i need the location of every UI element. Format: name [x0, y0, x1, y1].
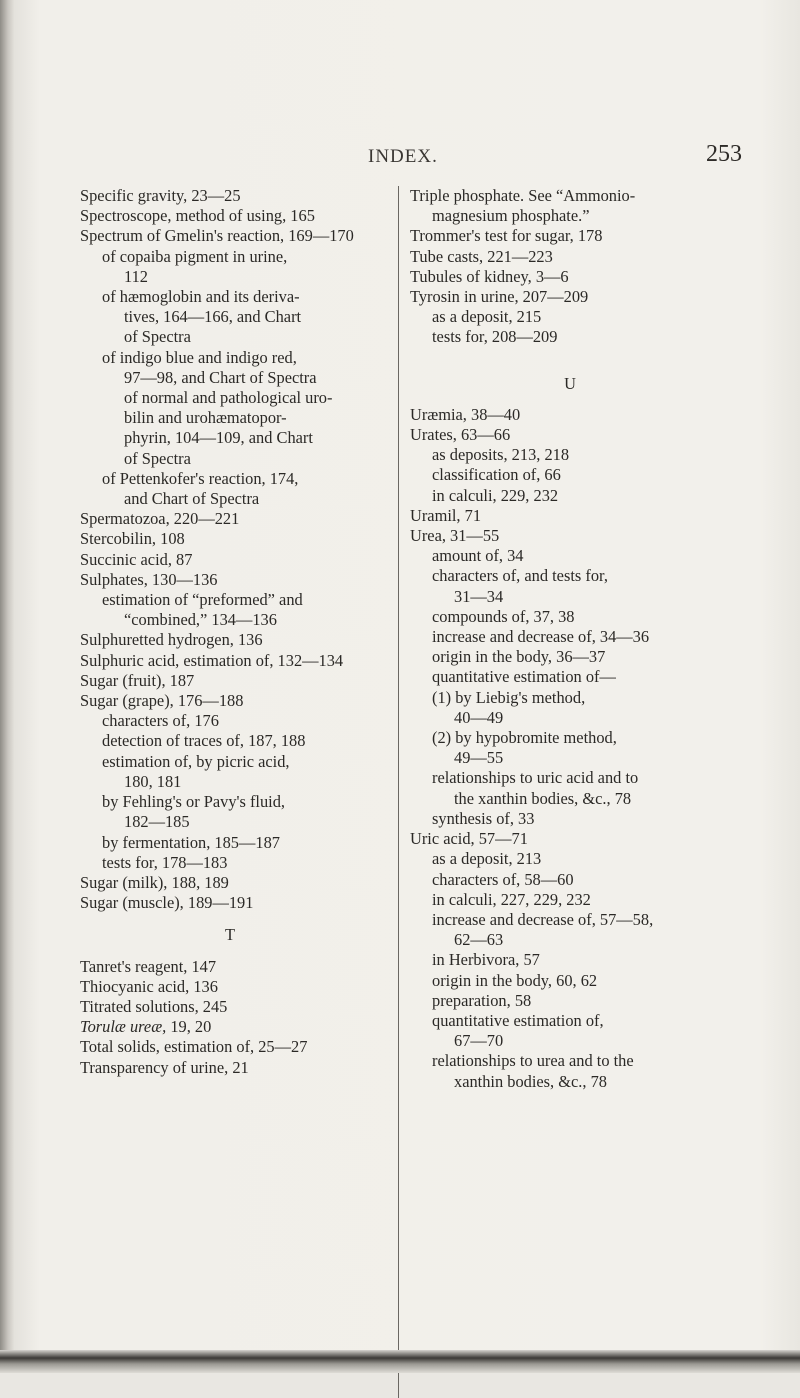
- index-entry: [80, 206, 380, 226]
- index-entry: [80, 509, 380, 529]
- index-group-s: [80, 186, 380, 913]
- column-divider: [398, 186, 399, 1398]
- index-entry: [80, 731, 380, 751]
- index-entry: [410, 425, 730, 445]
- index-entry: [80, 529, 380, 549]
- index-group-u: [410, 405, 730, 1092]
- index-entry: [410, 607, 730, 627]
- index-entry-line: origin in the body, 36—37: [432, 647, 606, 667]
- index-entry-line: of indigo blue and indigo red,: [102, 347, 297, 367]
- index-entry: [80, 671, 380, 691]
- index-entry-line: Sugar (grape), 176—188: [80, 691, 244, 711]
- index-entry-line: synthesis of, 33: [432, 808, 535, 828]
- index-entry-continuation: 49—55: [454, 748, 504, 768]
- index-entry: [80, 550, 380, 570]
- index-entry: [410, 647, 730, 667]
- index-entry-continuation: of Spectra: [124, 448, 191, 468]
- index-entry-line: Sugar (fruit), 187: [80, 670, 195, 690]
- index-entry-line: relationships to uric acid and to: [432, 768, 639, 788]
- index-entry: [80, 1058, 380, 1078]
- index-entry-line: Tubules of kidney, 3—6: [410, 266, 569, 286]
- index-entry-continuation: 67—70: [454, 1031, 504, 1051]
- index-group-t: [80, 957, 380, 1078]
- index-entry: [410, 445, 730, 465]
- index-entry-continuation: 31—34: [454, 586, 504, 606]
- index-entry: [80, 873, 380, 893]
- index-entry-continuation: “combined,” 134—136: [124, 610, 277, 630]
- index-entry: [80, 691, 380, 711]
- index-entry-line: (2) by hypobromite method,: [432, 728, 617, 748]
- index-entry: [410, 566, 730, 606]
- index-entry-line: estimation of, by picric acid,: [102, 751, 290, 771]
- index-entry-line: characters of, and tests for,: [432, 566, 608, 586]
- index-entry: [410, 809, 730, 829]
- index-entry: [410, 870, 730, 890]
- index-entry: [410, 186, 730, 226]
- index-entry-line: Uræmia, 38—40: [410, 404, 521, 424]
- index-entry-line: tests for, 208—209: [432, 327, 558, 347]
- index-entry-line: increase and decrease of, 57—58,: [432, 909, 654, 929]
- index-entry-line: of hæmoglobin and its deriva-: [102, 287, 300, 307]
- index-entry: [80, 651, 380, 671]
- section-letter-u: U: [564, 373, 576, 393]
- index-entry-continuation: 112: [124, 266, 148, 286]
- index-entry-line: of Pettenkofer's reaction, 174,: [102, 468, 299, 488]
- index-entry: [80, 853, 380, 873]
- index-entry: [80, 570, 380, 590]
- index-entry-line: relationships to urea and to the: [432, 1051, 634, 1071]
- index-entry: [80, 469, 380, 509]
- index-entry-line: Stercobilin, 108: [80, 529, 185, 549]
- index-entry-continuation: xanthin bodies, &c., 78: [454, 1071, 607, 1091]
- index-entry-line: by fermentation, 185—187: [102, 832, 280, 852]
- index-entry-line: characters of, 58—60: [432, 869, 574, 889]
- index-entry-line: Urates, 63—66: [410, 425, 511, 445]
- index-entry: [410, 910, 730, 950]
- index-entry: [410, 991, 730, 1011]
- index-entry: [410, 506, 730, 526]
- index-entry-line: Transparency of urine, 21: [80, 1057, 249, 1077]
- index-entry: [410, 465, 730, 485]
- index-entry: [410, 287, 730, 307]
- scan-edge-band: [0, 1350, 800, 1373]
- index-column-left: [80, 186, 380, 1078]
- index-entry: [80, 348, 380, 469]
- index-entry-line: Trommer's test for sugar, 178: [410, 226, 603, 246]
- index-entry: [410, 226, 730, 246]
- index-entry-line: Triple phosphate. See “Ammonio-: [410, 186, 636, 205]
- index-entry: [410, 486, 730, 506]
- index-entry-line: Sulphuric acid, estimation of, 132—134: [80, 650, 344, 670]
- index-entry-line: Sugar (milk), 188, 189: [80, 872, 229, 892]
- index-entry-continuation: tives, 164—166, and Chart: [124, 307, 302, 327]
- index-entry-line: increase and decrease of, 34—36: [432, 627, 650, 647]
- index-entry-line: preparation, 58: [432, 990, 532, 1010]
- index-entry: [80, 590, 380, 630]
- book-spine-shadow: [0, 0, 14, 1373]
- index-entry-line: Total solids, estimation of, 25—27: [80, 1037, 308, 1057]
- index-entry-line: Sulphates, 130—136: [80, 569, 218, 589]
- index-entry: [80, 977, 380, 997]
- index-entry-line: tests for, 178—183: [102, 852, 228, 872]
- index-entry: [80, 792, 380, 832]
- index-entry-line: as a deposit, 213: [432, 849, 542, 869]
- index-entry-line: Spectrum of Gmelin's reaction, 169—170: [80, 226, 354, 246]
- index-entry: [80, 226, 380, 246]
- index-entry-line: of copaiba pigment in urine,: [102, 246, 288, 266]
- index-entry-line: detection of traces of, 187, 188: [102, 731, 306, 751]
- index-entry-line: Sugar (muscle), 189—191: [80, 893, 254, 913]
- index-group-t-continued: [410, 186, 730, 348]
- index-entry-continuation: bilin and urohæmatopor-: [124, 408, 287, 428]
- index-entry-continuation: the xanthin bodies, &c., 78: [454, 788, 632, 808]
- index-entry-continuation: magnesium phosphate.”: [432, 206, 590, 226]
- index-entry: [410, 267, 730, 287]
- index-entry-line: origin in the body, 60, 62: [432, 970, 598, 990]
- index-entry: [410, 1011, 730, 1051]
- index-entry: [410, 307, 730, 327]
- index-entry: [410, 526, 730, 546]
- index-entry-continuation: and Chart of Spectra: [124, 489, 260, 509]
- index-entry-line: Thiocyanic acid, 136: [80, 976, 218, 996]
- index-entry: [80, 752, 380, 792]
- index-entry: [410, 950, 730, 970]
- index-entry-continuation: phyrin, 104—109, and Chart: [124, 428, 313, 448]
- index-entry-line: as a deposit, 215: [432, 307, 542, 327]
- index-entry-line: in Herbivora, 57: [432, 950, 540, 970]
- index-entry-line: Titrated solutions, 245: [80, 996, 228, 1016]
- index-entry: [80, 957, 380, 977]
- index-entry-line: by Fehling's or Pavy's fluid,: [102, 792, 286, 812]
- index-entry-line: Spectroscope, method of using, 165: [80, 206, 315, 226]
- index-entry-continuation: 182—185: [124, 812, 190, 832]
- index-entry: [410, 327, 730, 347]
- index-entry-line: in calculi, 227, 229, 232: [432, 889, 591, 909]
- index-entry-line: as deposits, 213, 218: [432, 445, 570, 465]
- index-entry-line: Tube casts, 221—223: [410, 246, 553, 266]
- index-entry-line: Urea, 31—55: [410, 526, 500, 546]
- index-entry-line: in calculi, 229, 232: [432, 485, 559, 505]
- index-entry-line: Torulæ ureæ, 19, 20: [80, 1017, 212, 1037]
- index-entry-line: Uric acid, 57—71: [410, 829, 528, 849]
- section-letter-t: T: [224, 925, 235, 945]
- index-entry: [80, 833, 380, 853]
- index-entry: [80, 186, 380, 206]
- index-entry: [410, 667, 730, 687]
- index-entry-continuation: of normal and pathological uro-: [124, 388, 333, 408]
- index-entry: [410, 1051, 730, 1091]
- index-entry: [410, 728, 730, 768]
- index-entry: [80, 630, 380, 650]
- index-entry: [410, 405, 730, 425]
- index-entry-line: Tyrosin in urine, 207—209: [410, 287, 589, 307]
- index-entry-line: Uramil, 71: [410, 505, 482, 525]
- index-entry: [410, 890, 730, 910]
- index-entry-continuation: of Spectra: [124, 327, 191, 347]
- index-entry: [410, 849, 730, 869]
- index-entry-line: quantitative estimation of,: [432, 1010, 604, 1030]
- running-header-title: INDEX.: [368, 146, 438, 167]
- index-entry-line: (1) by Liebig's method,: [432, 687, 586, 707]
- page-number: 253: [706, 141, 742, 167]
- index-entry: [80, 997, 380, 1017]
- index-entry: [80, 1037, 380, 1057]
- index-entry: [410, 627, 730, 647]
- index-entry-line: Tanret's reagent, 147: [80, 956, 217, 976]
- index-entry: [410, 688, 730, 728]
- index-entry: [80, 711, 380, 731]
- index-column-right: [410, 186, 730, 1092]
- index-entry-continuation: 97—98, and Chart of Spectra: [124, 367, 317, 387]
- index-entry-line: classification of, 66: [432, 465, 561, 485]
- index-entry-continuation: 62—63: [454, 930, 504, 950]
- index-entry: [410, 829, 730, 849]
- index-entry-line: compounds of, 37, 38: [432, 606, 575, 626]
- index-entry-line: Specific gravity, 23—25: [80, 186, 241, 205]
- index-entry: [410, 247, 730, 267]
- index-entry: [410, 768, 730, 808]
- index-entry: [80, 1017, 380, 1037]
- index-entry: [410, 546, 730, 566]
- index-entry-line: estimation of “preformed” and: [102, 590, 303, 610]
- index-entry-line: Spermatozoa, 220—221: [80, 509, 240, 529]
- index-entry-continuation: 180, 181: [124, 771, 182, 791]
- index-entry-line: Succinic acid, 87: [80, 549, 193, 569]
- index-entry-continuation: 40—49: [454, 707, 504, 727]
- index-entry-line: amount of, 34: [432, 546, 524, 566]
- index-entry: [80, 893, 380, 913]
- index-entry-line: Sulphuretted hydrogen, 136: [80, 630, 263, 650]
- index-entry-line: quantitative estimation of—: [432, 667, 616, 687]
- index-entry: [80, 247, 380, 287]
- index-entry-line: characters of, 176: [102, 711, 219, 731]
- index-entry: [410, 971, 730, 991]
- index-entry: [80, 287, 380, 348]
